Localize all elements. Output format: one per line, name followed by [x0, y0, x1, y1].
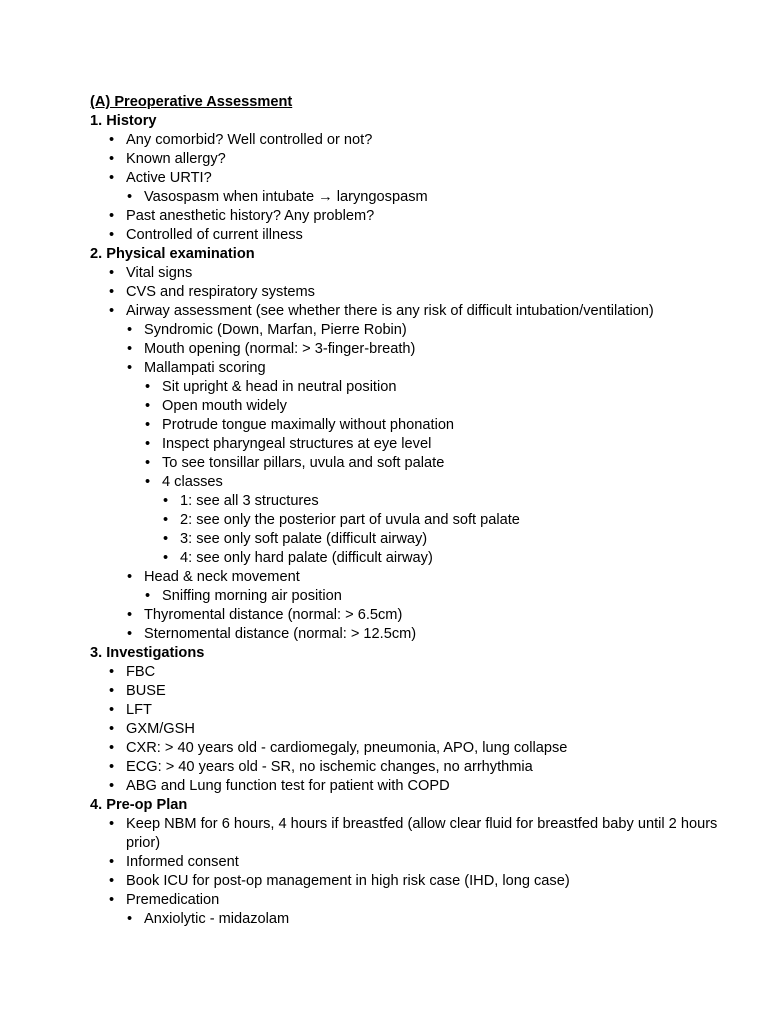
list-item	[90, 701, 730, 720]
list-item-text: • Book ICU for post-op management in high risk case (IHD, long case)	[126, 873, 570, 889]
section-heading: 4. Pre-op Plan	[90, 797, 188, 813]
list-item	[162, 549, 730, 568]
list-item	[90, 283, 730, 302]
list-item	[126, 910, 730, 929]
list-item	[90, 131, 730, 150]
list-item	[126, 606, 730, 625]
section	[90, 112, 730, 245]
section	[90, 644, 730, 796]
list-item	[126, 340, 730, 359]
list-item-text: • 4: see only hard palate (difficult airway)	[180, 550, 433, 566]
list-item-text: • Any comorbid? Well controlled or not?	[126, 132, 373, 148]
list-item	[90, 739, 730, 758]
list-item-text: • Head & neck movement	[144, 569, 300, 585]
list-item-text: • Past anesthetic history? Any problem?	[126, 208, 375, 224]
list-item-text: • Syndromic (Down, Marfan, Pierre Robin)	[144, 322, 407, 338]
list-item-text: • To see tonsillar pillars, uvula and soft palate	[162, 455, 445, 471]
list-item	[90, 302, 730, 644]
section-heading: 2. Physical examination	[90, 246, 255, 262]
list-item-text: • Vital signs	[126, 265, 193, 281]
list-item	[90, 872, 730, 891]
list-item-text: • 4 classes	[162, 474, 223, 490]
list-item-text: • Premedication	[126, 892, 220, 908]
document-title: (A) Preoperative Assessment	[90, 94, 293, 110]
sections-container	[90, 112, 730, 929]
list-item	[90, 777, 730, 796]
sub-bullet-list	[126, 910, 730, 929]
list-item-text: • Inspect pharyngeal structures at eye level	[162, 436, 432, 452]
list-item-text: • Mouth opening (normal: > 3-finger-breath)	[144, 341, 416, 357]
sub-bullet-list	[162, 492, 730, 568]
list-item	[90, 663, 730, 682]
list-item	[144, 454, 730, 473]
list-item-text: • CVS and respiratory systems	[126, 284, 315, 300]
list-item	[90, 207, 730, 226]
bullet-list	[90, 815, 730, 929]
sub-bullet-list	[144, 587, 730, 606]
bullet-list	[90, 663, 730, 796]
list-item-text: • ABG and Lung function test for patient with COPD	[126, 778, 450, 794]
list-item	[90, 758, 730, 777]
list-item	[144, 378, 730, 397]
list-item-text: • Airway assessment (see whether there is any risk of difficult intubation/ventilation)	[126, 303, 654, 319]
list-item-text: • Anxiolytic - midazolam	[144, 911, 290, 927]
sub-bullet-list	[126, 188, 730, 207]
list-item	[162, 492, 730, 511]
list-item-text: • Known allergy?	[126, 151, 226, 167]
section-heading: 3. Investigations	[90, 645, 205, 661]
list-item-text: • 2: see only the posterior part of uvula and soft palate	[180, 512, 520, 528]
list-item-text: • BUSE	[126, 683, 166, 699]
list-item-text: • Keep NBM for 6 hours, 4 hours if breastfed (allow clear fluid for breastfed baby until 2 hours prior)	[126, 816, 718, 851]
list-item	[162, 530, 730, 549]
list-item	[90, 264, 730, 283]
list-item	[90, 682, 730, 701]
list-item-text: • Mallampati scoring	[144, 360, 266, 376]
list-item-text: • CXR: > 40 years old - cardiomegaly, pneumonia, APO, lung collapse	[126, 740, 568, 756]
list-item	[126, 321, 730, 340]
list-item	[144, 435, 730, 454]
sub-bullet-list	[144, 378, 730, 568]
list-item	[90, 891, 730, 929]
section-heading: 1. History	[90, 113, 157, 129]
list-item-text: • Informed consent	[126, 854, 239, 870]
list-item-text: • Controlled of current illness	[126, 227, 303, 243]
sub-bullet-list	[126, 321, 730, 644]
list-item	[144, 416, 730, 435]
list-item	[126, 568, 730, 606]
list-item	[126, 188, 730, 207]
list-item-text: • Vasospasm when intubate → laryngospasm	[144, 189, 428, 205]
bullet-list	[90, 264, 730, 644]
list-item-text: • GXM/GSH	[126, 721, 195, 737]
list-item	[90, 853, 730, 872]
list-item	[90, 815, 730, 853]
section	[90, 796, 730, 929]
list-item	[90, 226, 730, 245]
document-page	[90, 93, 730, 929]
list-item-text: • Protrude tongue maximally without phonation	[162, 417, 455, 433]
list-item	[144, 473, 730, 568]
list-item-text: • Active URTI?	[126, 170, 212, 186]
list-item	[126, 359, 730, 568]
list-item-text: • Open mouth widely	[162, 398, 287, 414]
list-item-text: • LFT	[126, 702, 152, 718]
list-item-text: • 1: see all 3 structures	[180, 493, 319, 509]
list-item-text: • Sternomental distance (normal: > 12.5cm)	[144, 626, 417, 642]
bullet-list	[90, 131, 730, 245]
list-item	[90, 169, 730, 207]
list-item-text: • 3: see only soft palate (difficult airway)	[180, 531, 428, 547]
list-item	[144, 397, 730, 416]
list-item	[90, 720, 730, 739]
section	[90, 245, 730, 644]
list-item-text: • Sniffing morning air position	[162, 588, 342, 604]
list-item-text: • Sit upright & head in neutral position	[162, 379, 397, 395]
list-item-text: • Thyromental distance (normal: > 6.5cm)	[144, 607, 403, 623]
list-item-text: • ECG: > 40 years old - SR, no ischemic changes, no arrhythmia	[126, 759, 533, 775]
list-item	[144, 587, 730, 606]
list-item	[90, 150, 730, 169]
list-item	[162, 511, 730, 530]
list-item-text: • FBC	[126, 664, 156, 680]
list-item	[126, 625, 730, 644]
